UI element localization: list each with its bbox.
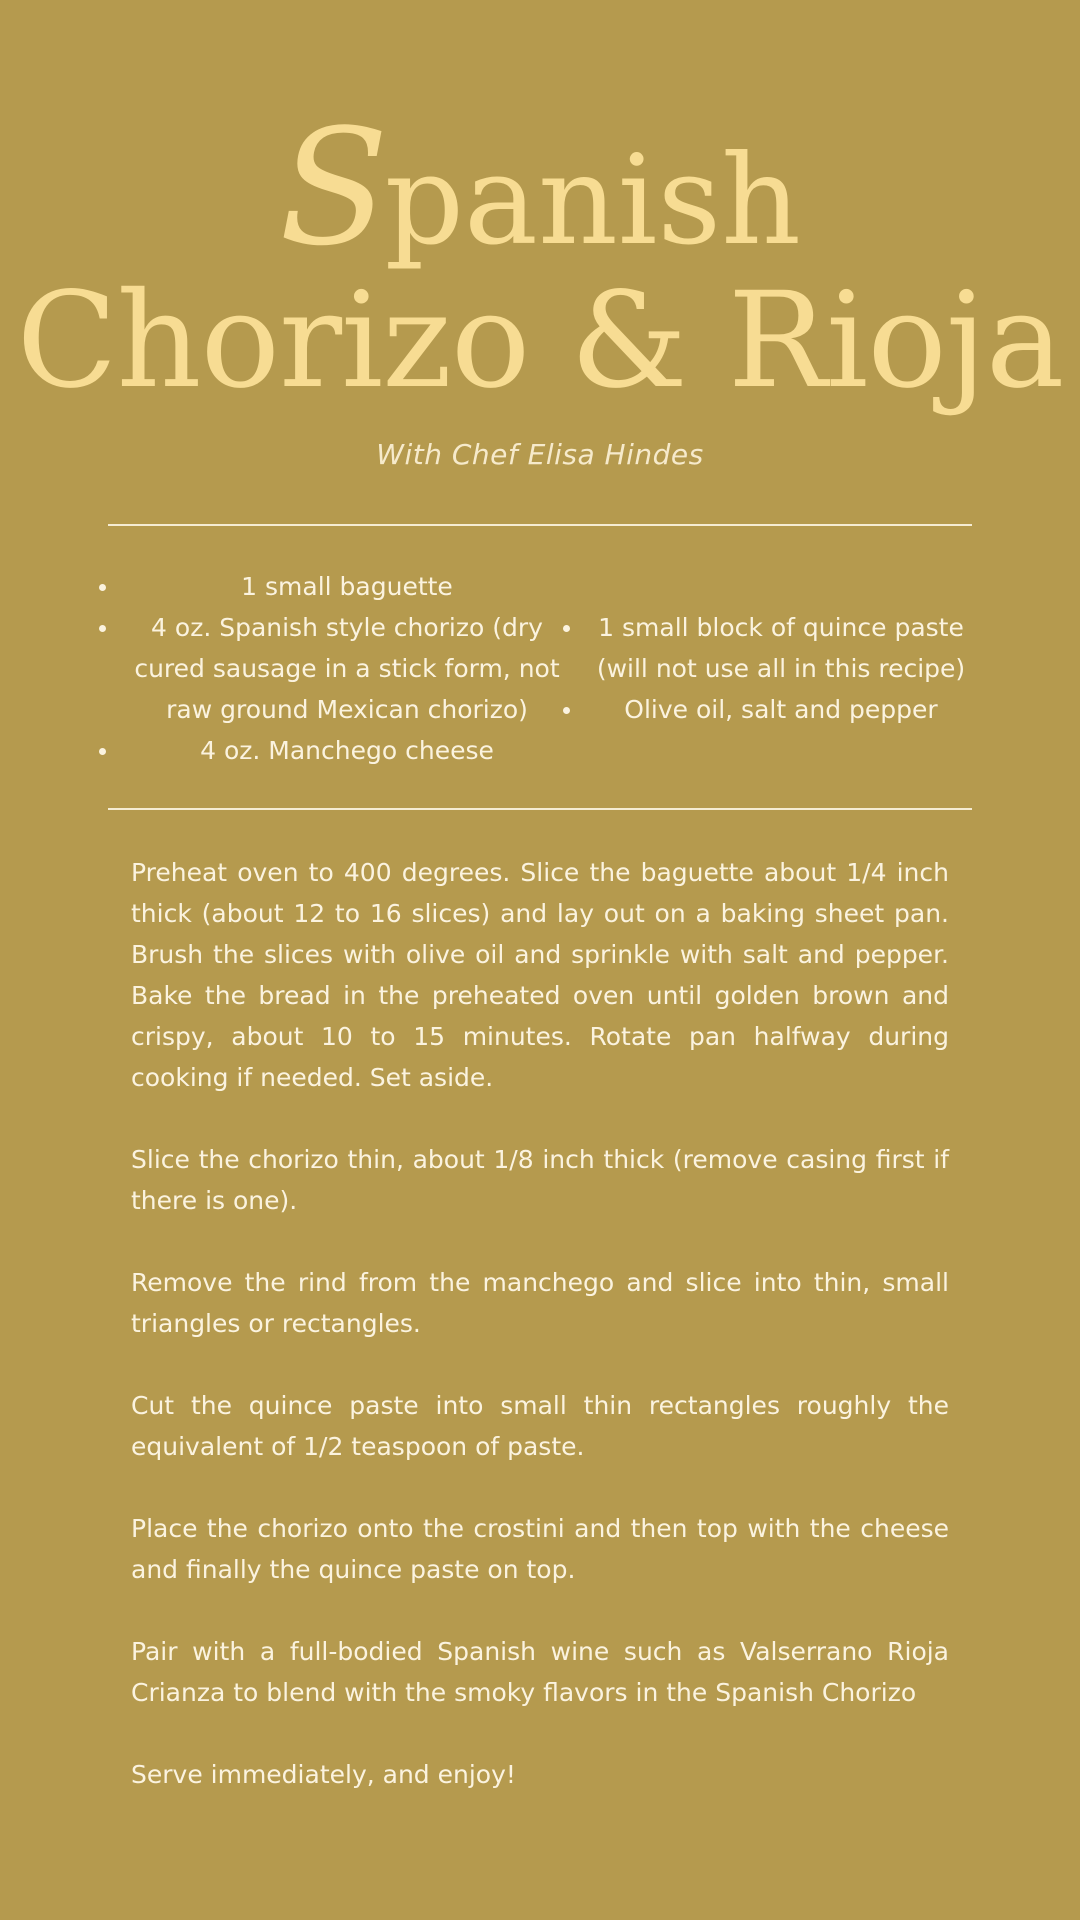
- title-line-1-rest: panish: [384, 129, 801, 273]
- divider-bottom: [108, 808, 972, 810]
- ingredient-item: 4 oz. Spanish style chorizo (dry cured sausage in a stick form, not raw ground Mexican chorizo): [92, 607, 572, 730]
- divider-top: [108, 524, 972, 526]
- instruction-step: Pair with a full-bodied Spanish wine such as Valserrano Rioja Crianza to blend with the smoky flavors in the Spanish Chorizo: [131, 1637, 949, 1707]
- instruction-step: Preheat oven to 400 degrees. Slice the baguette about 1/4 inch thick (about 12 to 16 slices) and lay out on a baking sheet pan. Brush the slices with olive oil and sprinkle with salt and pepper. Bake the bread in the preheated oven until golden brown and crispy, about 10 to 15 minutes. Rotate pan halfway during cooking if needed. Set aside.: [131, 858, 949, 1092]
- title-line-1: [0, 94, 1080, 281]
- ingredients-list-left: [92, 566, 572, 771]
- ingredients-list-right: [556, 607, 976, 730]
- ingredient-item: 1 small block of quince paste (will not use all in this recipe): [556, 607, 976, 689]
- chef-subtitle: With Chef Elisa Hindes: [376, 438, 704, 471]
- title-initial: S: [279, 94, 385, 281]
- title-line-2: Chorizo & Rioja: [16, 264, 1064, 418]
- instruction-step: Place the chorizo onto the crostini and then top with the cheese and finally the quince paste on top.: [131, 1514, 949, 1584]
- ingredient-item: 1 small baguette: [92, 566, 572, 607]
- ingredient-item: 4 oz. Manchego cheese: [92, 730, 572, 771]
- ingredient-item: Olive oil, salt and pepper: [556, 689, 976, 730]
- instruction-step: Cut the quince paste into small thin rectangles roughly the equivalent of 1/2 teaspoon of paste.: [131, 1391, 949, 1461]
- instruction-step: Slice the chorizo thin, about 1/8 inch thick (remove casing first if there is one).: [131, 1145, 949, 1215]
- recipe-title: [0, 94, 1080, 418]
- instruction-step: Remove the rind from the manchego and slice into thin, small triangles or rectangles.: [131, 1268, 949, 1338]
- instruction-step: Serve immediately, and enjoy!: [131, 1760, 516, 1789]
- instructions: [131, 852, 949, 1836]
